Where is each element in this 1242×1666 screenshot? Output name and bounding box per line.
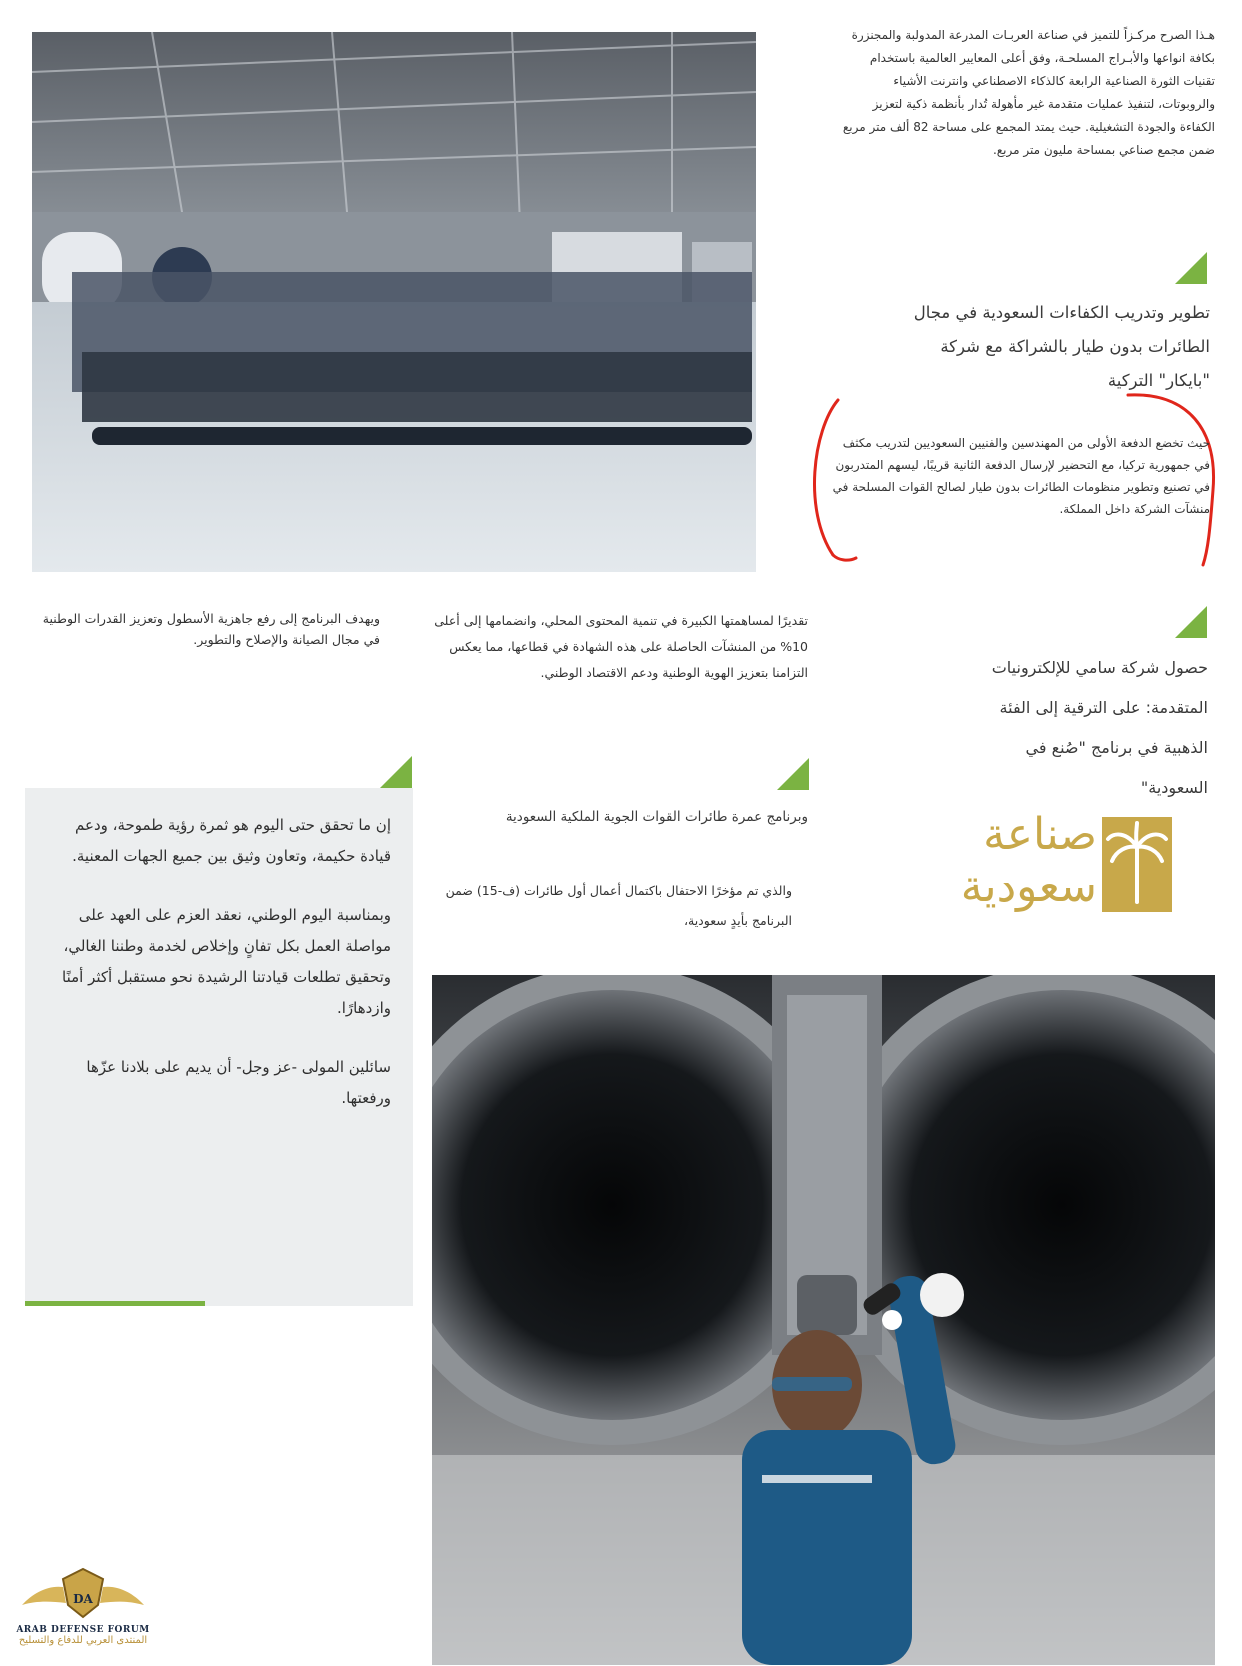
- forum-watermark: [8, 1565, 158, 1665]
- palm-tree-icon: [1102, 817, 1172, 912]
- forum-name-ar: المنتدى العربي للدفاع والتسليح: [18, 1635, 148, 1646]
- sami-section-title: حصول شركة سامي للإلكترونيات المتقدمة: على الترقية إلى الفئة الذهبية في برنامج "صُنع في السعودية": [991, 658, 1208, 797]
- national-day-paragraph: إن ما تحقق حتى اليوم هو ثمرة رؤية طموحة، ودعم قيادة حكيمة، وتعاون وثيق بين جميع الجهات المعنية.: [72, 816, 391, 865]
- local-content-paragraph: تقديرًا لمساهمتها الكبيرة في تنمية المحتوى المحلي، وانضمامها إلى أعلى 10% من المنشآت الحاصلة على هذه الشهادة في قطاعها، مما يعكس التزامنا بتعزيز الهوية الوطنية ودعم الاقتصاد الوطني.: [434, 613, 808, 680]
- forum-emblem-icon: [18, 1565, 148, 1625]
- green-underline: [25, 1301, 205, 1306]
- section-marker-icon: [777, 758, 809, 790]
- drone-section-title: تطوير وتدريب الكفاءات السعودية في مجال الطائرات بدون طيار بالشراكة مع شركة "بايكار" التركية: [913, 303, 1210, 390]
- f15-section-title: وبرنامج عمرة طائرات القوات الجوية الملكية السعودية: [505, 809, 808, 825]
- intro-paragraph: هـذا الصرح مركـزاً للتميز في صناعة العربـات المدرعة المدولبة والمجنزرة بكافة انواعها والأبـراج المسلحـة، وفق أعلى المعايير العالمية باستخدام تقنيات الثورة الصناعية الرابعة كالذكاء الاصطناعي وانترنت الأشياء والروبوتات، لتنفيذ عمليات متقدمة غير مأهولة تُدار بأنظمة ذكية لتعزيز الكفاءة والجودة التشغيلية. حيث يمتد المجمع على مساحة 82 ألف متر مربع ضمن مجمع صناعي بمساحة مليون متر مربع.: [842, 28, 1215, 157]
- section-marker-icon: [1175, 606, 1207, 638]
- national-day-paragraph: سائلين المولى -عز وجل- أن يديم على بلادنا عزّها ورفعتها.: [86, 1058, 391, 1107]
- fleet-paragraph: ويهدف البرنامج إلى رفع جاهزية الأسطول وتعزيز القدرات الوطنية في مجال الصيانة والإصلاح والتطوير.: [42, 611, 380, 647]
- logo-line-1: صناعة: [983, 809, 1097, 860]
- forum-name-en: ARAB DEFENSE FORUM: [16, 1625, 150, 1635]
- f15-section-body: والذي تم مؤخرًا الاحتفال باكتمال أعمال أول طائرات (ف-15) ضمن البرنامج بأيدٍ سعودية،: [445, 883, 792, 928]
- drone-section-body: حيث تخضع الدفعة الأولى من المهندسين والفنيين السعوديين لتدريب مكثف في جمهورية تركيا، مع التحضير لإرسال الدفعة الثانية قريبًا، ليسهم المتدربون في تصنيع وتطوير منظومات الطائرات بدون طيار لصالح القوات المسلحة في منشآت الشركة داخل المملكة.: [832, 436, 1210, 516]
- saudi-made-logo: [872, 809, 1177, 915]
- national-day-paragraph: وبمناسبة اليوم الوطني، نعقد العزم على العهد على مواصلة العمل بكل تفانٍ وإخلاص لخدمة وطننا الغالي، وتحقيق تطلعات قيادتنا الرشيدة نحو مستقبل أكثر أمنًا وازدهارًا.: [62, 906, 391, 1017]
- national-day-box: [25, 788, 413, 1306]
- section-marker-icon: [1175, 252, 1207, 284]
- jet-engine-photo: [432, 975, 1215, 1665]
- forum-initials: DA: [73, 1592, 93, 1606]
- group-photo: [32, 32, 756, 572]
- logo-line-2: سعودية: [960, 861, 1097, 912]
- section-marker-icon: [380, 756, 412, 788]
